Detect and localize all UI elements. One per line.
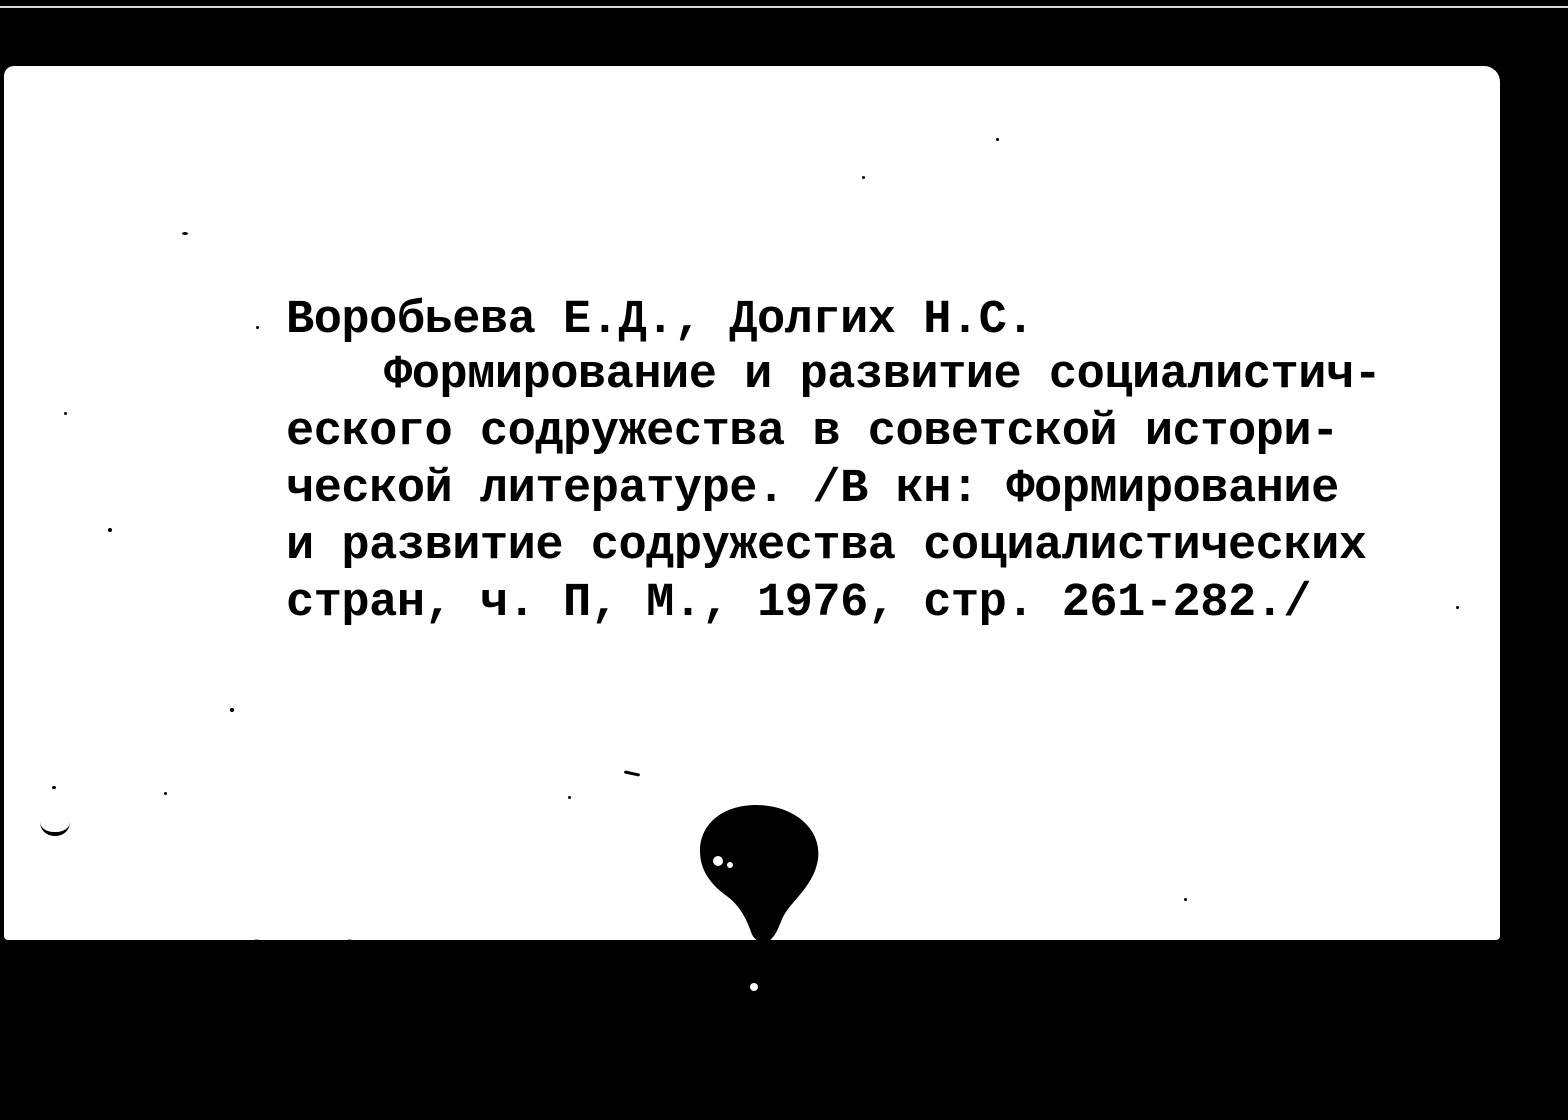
handwritten-shelfmark: R 53 B(10)	[27, 932, 370, 988]
dust-speck	[64, 412, 67, 415]
entry-line-title-3: ческой литературе. /В кн: Формирование	[286, 463, 1339, 516]
dust-speck	[108, 528, 112, 532]
dust-speck	[230, 708, 234, 712]
dust-speck	[1184, 898, 1187, 901]
entry-line-title-1: Формирование и развитие социалистич-	[384, 349, 1382, 402]
dust-speck	[256, 326, 259, 329]
scan-border-line	[0, 6, 1568, 8]
handwritten-mark	[40, 822, 70, 836]
dust-speck	[996, 138, 999, 141]
entry-line-source-2: стран, ч. П, М., 1976, стр. 261-282./	[286, 577, 1312, 630]
dust-speck	[164, 792, 167, 795]
dust-speck	[862, 176, 865, 179]
entry-line-authors: Воробьева Е.Д., Долгих Н.С.	[286, 294, 1035, 347]
catalog-card	[4, 66, 1500, 988]
entry-line-source-1: и развитие содружества социалистических	[286, 520, 1367, 573]
dust-speck	[568, 796, 571, 799]
dust-speck	[1456, 606, 1459, 609]
bibliographic-entry	[286, 292, 1486, 632]
dust-speck	[52, 786, 56, 789]
dust-speck	[624, 770, 640, 776]
entry-line-title-2: еского содружества в советской истори-	[286, 406, 1339, 459]
punch-hole-blot	[694, 801, 824, 1031]
dust-speck	[182, 232, 188, 235]
